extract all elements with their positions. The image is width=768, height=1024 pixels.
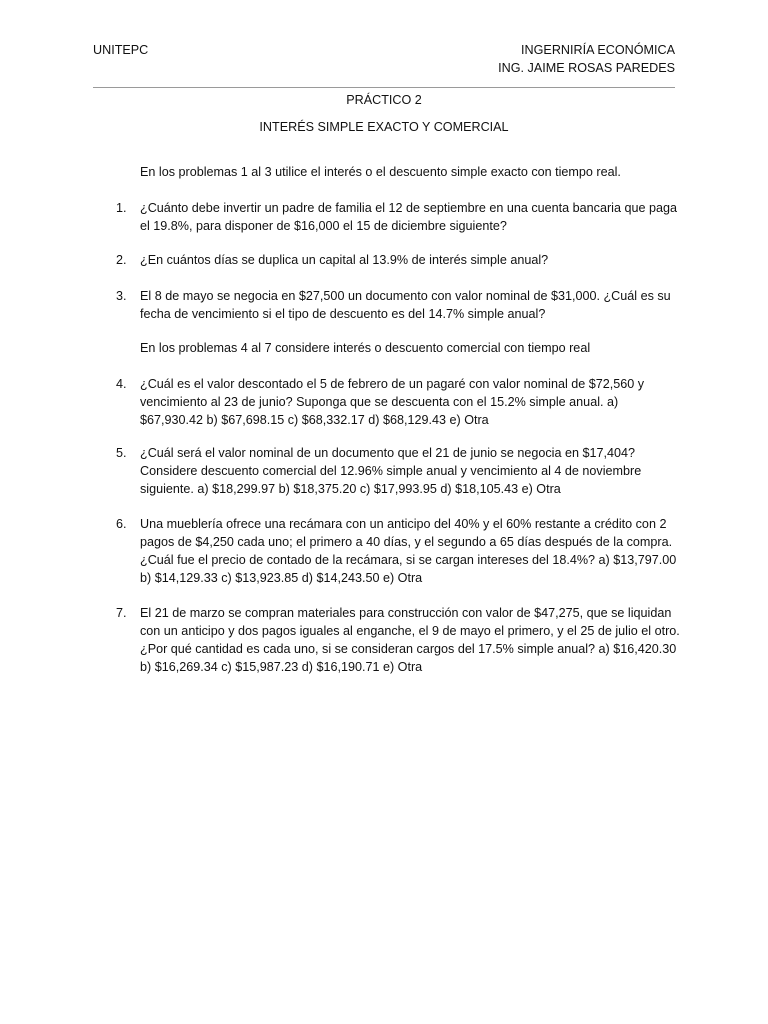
problem-number: 1. — [116, 201, 127, 215]
problem-number: 6. — [116, 517, 127, 531]
problem-item-5 — [116, 444, 681, 498]
problem-number: 5. — [116, 446, 127, 460]
problem-item-4 — [116, 375, 681, 429]
course-name: INGERNIRÍA ECONÓMICA — [521, 43, 675, 57]
page-subtitle: INTERÉS SIMPLE EXACTO Y COMERCIAL — [259, 120, 509, 134]
intro-paragraph-1: En los problemas 1 al 3 utilice el interés o el descuento simple exacto con tiempo real. — [140, 165, 621, 179]
problem-text: ¿En cuántos días se duplica un capital al 13.9% de interés simple anual? — [140, 253, 549, 267]
problem-text: ¿Cuánto debe invertir un padre de familia el 12 de septiembre en una cuenta bancaria que paga el 19.8%, para disponer de $16,000 el 15 de diciembre siguiente? — [140, 201, 677, 233]
institution-name: UNITEPC — [93, 43, 149, 57]
header-right — [498, 41, 675, 77]
problem-item-3 — [116, 287, 681, 323]
problem-item-2 — [116, 251, 681, 269]
problem-number: 7. — [116, 606, 127, 620]
problem-item-6 — [116, 515, 681, 587]
page-title: PRÁCTICO 2 — [346, 93, 422, 107]
problem-text: ¿Cuál es el valor descontado el 5 de febrero de un pagaré con valor nominal de $72,560 y vencimiento al 23 de junio? Suponga que se descuenta con el 15.2% simple anual. a) $67,930.42 b) $67,698.15 c) $68,332.17 d) $68,129.43 e) Otra — [140, 377, 645, 427]
problem-number: 3. — [116, 289, 127, 303]
problem-item-7 — [116, 604, 681, 676]
problem-text: El 21 de marzo se compran materiales para construcción con valor de $47,275, que se liquidan con un anticipo y dos pagos iguales al enganche, el 9 de mayo el primero, y el 25 de julio el otro. ¿Por qué cantidad es cada uno, si se consideran cargos del 17.5% simple anual? a) $16,420.30 b) $16,269.34 c) $15,987.23 d) $16,190.71 e) Otra — [140, 606, 680, 674]
problem-number: 2. — [116, 253, 127, 267]
header-divider — [93, 87, 675, 88]
problem-number: 4. — [116, 377, 127, 391]
intro-paragraph-2: En los problemas 4 al 7 considere interés o descuento comercial con tiempo real — [140, 341, 591, 355]
problem-text: El 8 de mayo se negocia en $27,500 un documento con valor nominal de $31,000. ¿Cuál es su fecha de vencimiento si el tipo de descuento es del 14.7% simple anual? — [140, 289, 671, 321]
problem-text: ¿Cuál será el valor nominal de un documento que el 21 de junio se negocia en $17,404? Considere descuento comercial del 12.96% simple anual y vencimiento al 4 de noviembre siguiente. a) $18,299.97 b) $18,375.20 c) $17,993.95 d) $18,105.43 e) Otra — [140, 446, 642, 496]
instructor-name: ING. JAIME ROSAS PAREDES — [498, 61, 675, 75]
problem-text: Una mueblería ofrece una recámara con un anticipo del 40% y el 60% restante a crédito con 2 pagos de $4,250 cada uno; el primero a 40 días, y el segundo a 65 días después de la compra. ¿Cuál fue el precio de contado de la recámara, si se cargan intereses del 18.4%? a) $13,797.00 b) $14,129.33 c) $13,923.85 d) $14,243.50 e) Otra — [140, 517, 677, 585]
problem-item-1 — [116, 199, 681, 235]
